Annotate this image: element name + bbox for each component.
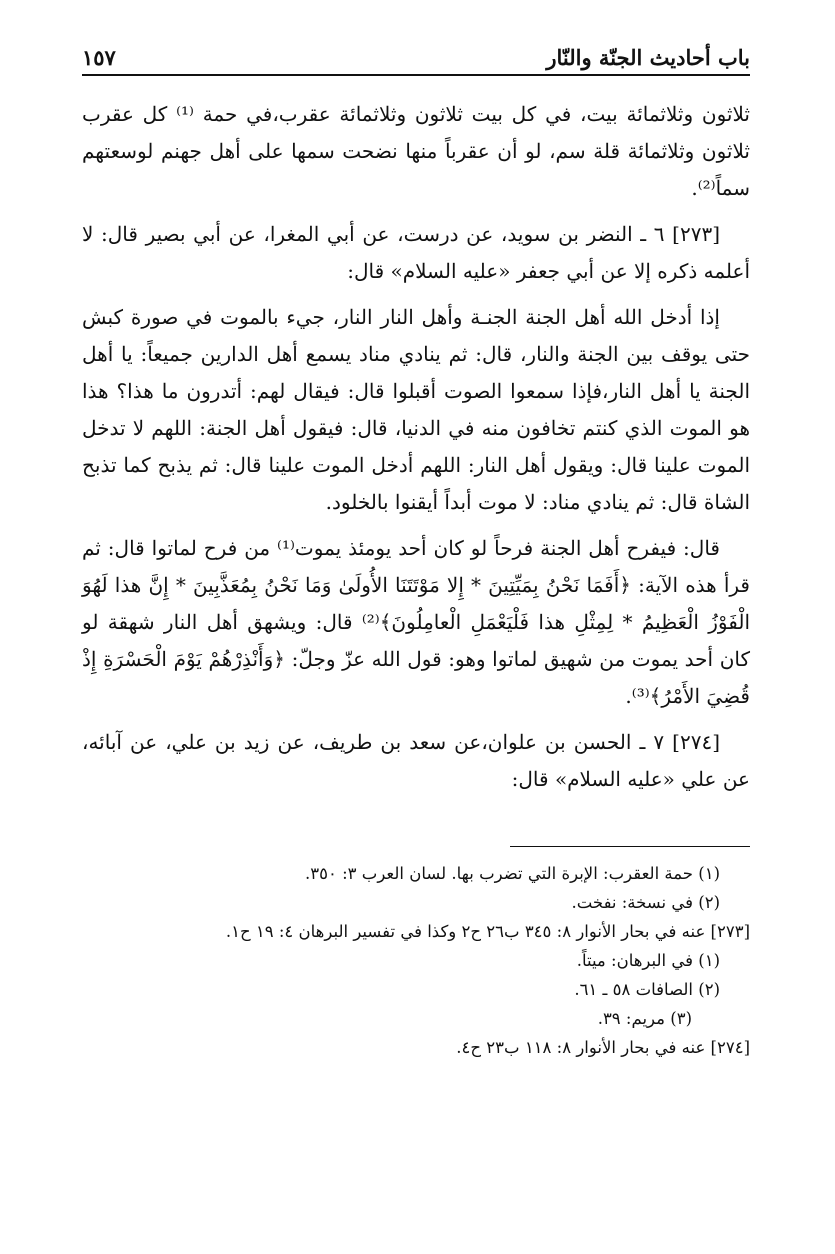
footnote-item: (٣) مريم: ٣٩. bbox=[597, 1009, 692, 1028]
page-number: ١٥٧ bbox=[82, 45, 116, 70]
book-page bbox=[82, 34, 750, 1062]
paragraph-4: قال: فيفرح أهل الجنة فرحاً لو كان أحد يومئذ يموت⁽¹⁾ من فرح لماتوا قال: ثم قرأ هذه الآية: ﴿أَفَمَا نَحْنُ بِمَيِّتِينَ * إِلا مَوْتَتَنَا الأُولَىٰ وَمَا نَحْنُ بِمُعَذَّبِينَ * إِنَّ هذا لَهُوَ الْفَوْزُ الْعَظِيمُ * لِمِثْلِ هذا فَلْيَعْمَلِ الْعامِلُونَ﴾⁽²⁾ قال: ويشهق أهل النار شهقة لو كان أحد يموت من شهيق لماتوا وهو: قول الله عزّ وجلّ: ﴿وَأَنْذِرْهُمْ يَوْمَ الْحَسْرَةِ إِذْ قُضِيَ الأَمْرُ﴾⁽³⁾. bbox=[82, 536, 751, 708]
footnote-item: (١) حمة العقرب: الإبرة التي تضرب بها. لسان العرب ٣: ٣٥٠. bbox=[305, 864, 720, 883]
main-text bbox=[82, 96, 750, 798]
paragraph-1: ثلاثون وثلاثمائة بيت، في كل بيت ثلاثون وثلاثمائة عقرب،في حمة ⁽¹⁾ كل عقرب ثلاثون وثلاثمائة قلة سم، لو أن عقرباً منها نضحت سمها على أهل جهنم لوسعتهم سماً⁽²⁾. bbox=[82, 102, 750, 200]
paragraph-hadith-274: [٢٧٤] ٧ ـ الحسن بن علوان،عن سعد بن طريف، عن زيد بن علي، عن آبائه، عن علي «عليه السلام» قال: bbox=[82, 730, 750, 791]
footnote-divider bbox=[510, 846, 750, 847]
footnote-item: (٢) في نسخة: نفخت. bbox=[571, 893, 720, 912]
footnote-item: (١) في البرهان: ميتاً. bbox=[576, 951, 720, 970]
running-title: باب أحاديث الجنّة والنّار bbox=[546, 45, 750, 70]
paragraph-hadith-273: [٢٧٣] ٦ ـ النضر بن سويد، عن درست، عن أبي المغرا، عن أبي بصير قال: لا أعلمه ذكره إلا عن أبي جعفر «عليه السلام» قال: bbox=[82, 222, 750, 283]
footnote-item: (٢) الصافات ٥٨ ـ ٦١. bbox=[574, 980, 720, 999]
page-header bbox=[82, 34, 750, 76]
footnote-source-274: [٢٧٤] عنه في بحار الأنوار ٨: ١١٨ ب٢٣ ح٤. bbox=[456, 1038, 750, 1057]
paragraph-3: إذا أدخل الله أهل الجنة الجنـة وأهل النار النار، جيء بالموت في صورة كبش حتى يوقف بين الجنة والنار، قال: ثم ينادي مناد يسمع أهل الدارين جميعاً: يا أهل الجنة يا أهل النار،فإذا سمعوا الصوت أقبلوا قال: فيقال لهم: أتدرون ما هذا؟ هذا هو الموت الذي كنتم تخافون منه في الدنيا، قال: فيقول أهل الجنة: اللهم لا تدخل الموت علينا قال: ويقول أهل النار: اللهم أدخل الموت علينا قال: ثم يذبح كما تذبح الشاة قال: ثم ينادي مناد: لا موت أبداً أيقنوا بالخلود. bbox=[82, 305, 750, 514]
footnote-source-273: [٢٧٣] عنه في بحار الأنوار ٨: ٣٤٥ ب٢٦ ح٢ وكذا في تفسير البرهان ٤: ١٩ ح١. bbox=[225, 922, 750, 941]
footnotes bbox=[82, 859, 750, 1062]
